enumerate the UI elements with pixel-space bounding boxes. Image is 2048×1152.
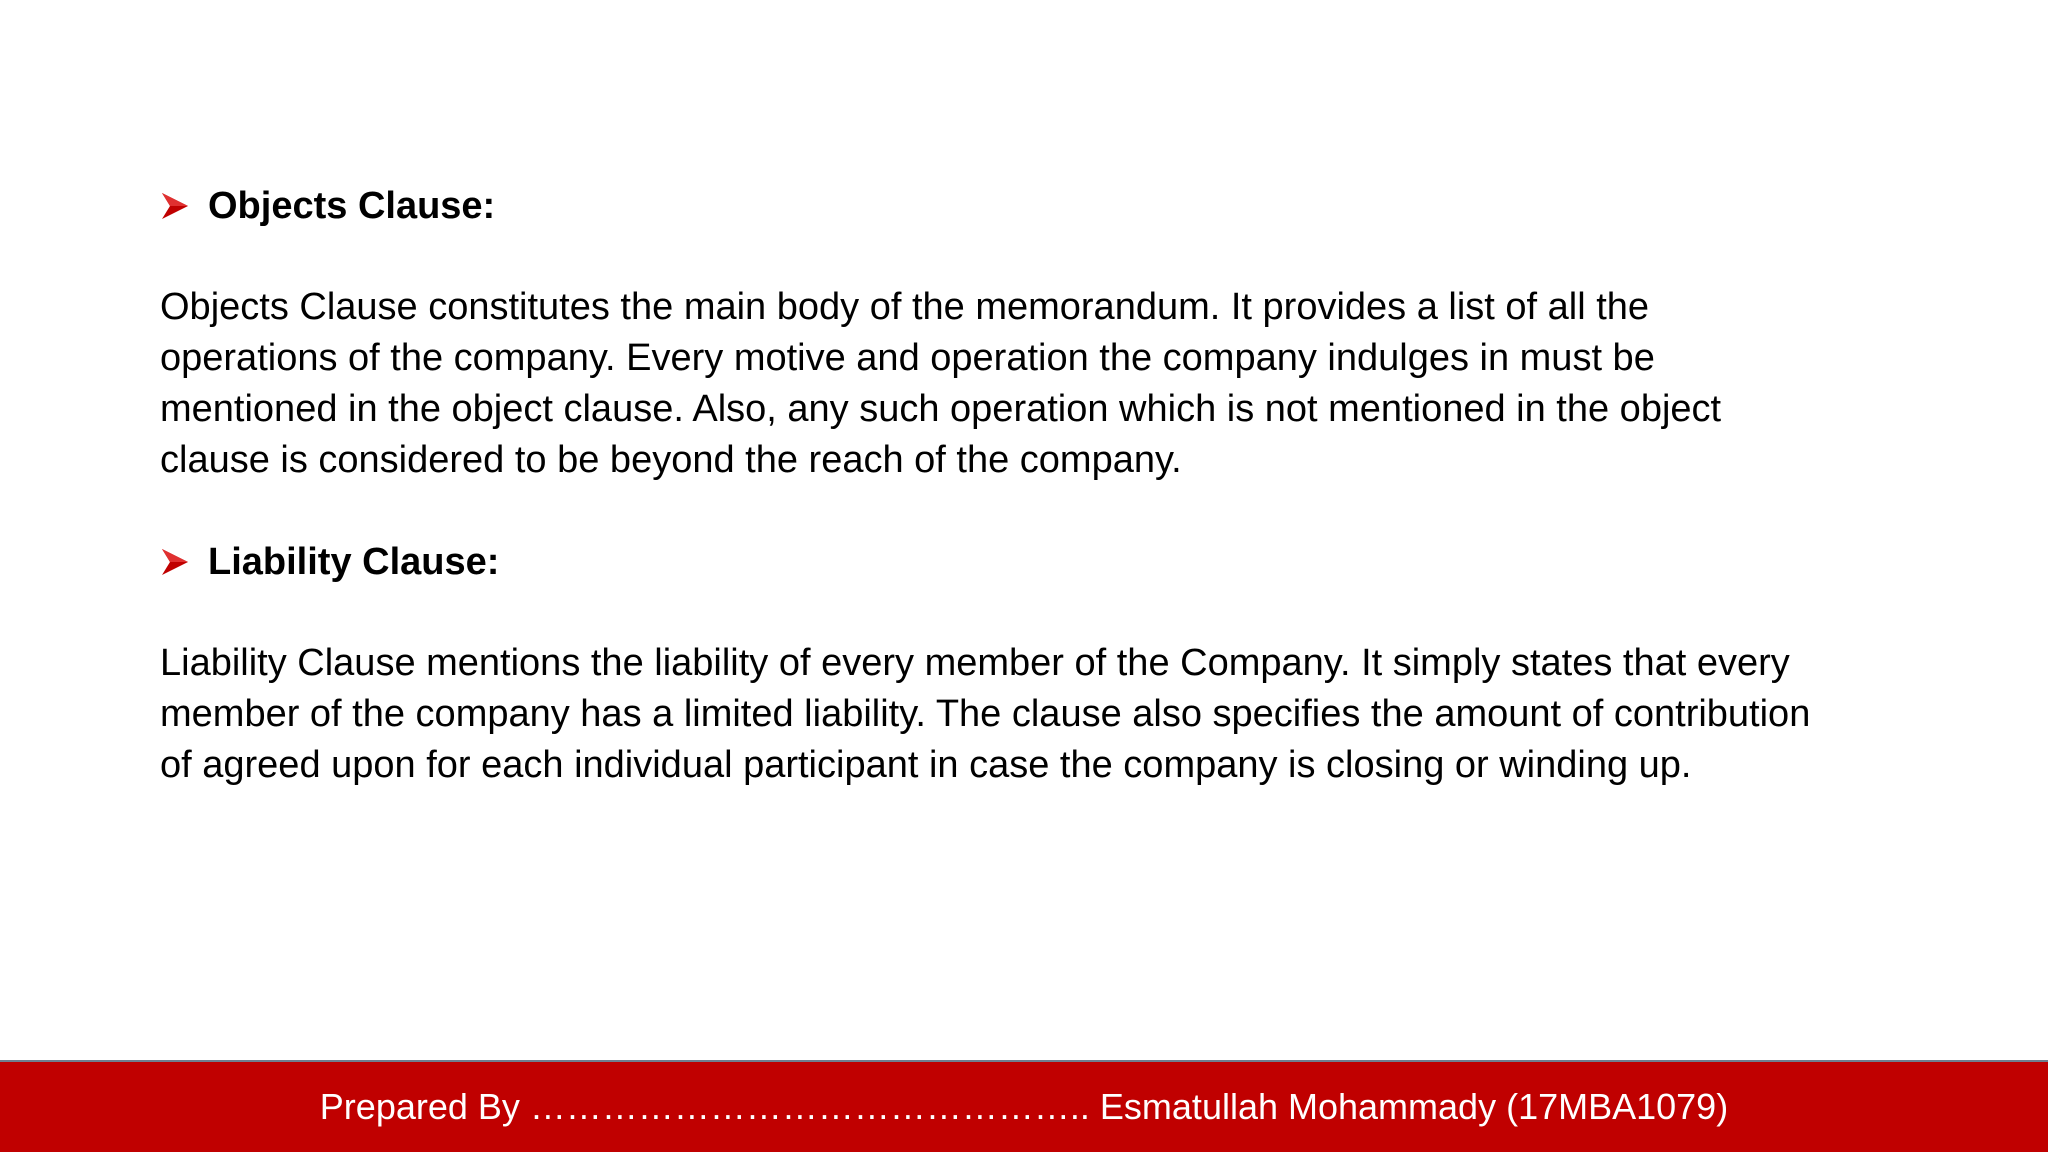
objects-clause-paragraph: Objects Clause constitutes the main body of the memorandum. It provides a list of all the operations of the company. Every motive and operation the company indulges in must be mentioned in the object clause. Also, any such operation which is not mentioned in the object clause is considered to be beyond the reach of the company.: [160, 286, 1722, 481]
footer-bar: [0, 1060, 2048, 1152]
arrowhead-bullet-icon: [160, 547, 190, 577]
slide-content: [160, 176, 1820, 791]
liability-clause-heading-text: Liability Clause:: [208, 541, 500, 583]
footer-text: Prepared By ……………………………………….. Esmatullah Mohammady (17MBA1079): [319, 1086, 1729, 1127]
arrowhead-bullet-icon: [160, 191, 190, 221]
objects-clause-heading-text: Objects Clause:: [208, 185, 496, 227]
objects-clause-heading: [160, 176, 1820, 236]
liability-clause-paragraph: Liability Clause mentions the liability of every member of the Company. It simply states that every member of the company has a limited liability. The clause also specifies the amount of contribution of agreed upon for each individual participant in case the company is closing or winding up.: [160, 642, 1811, 786]
liability-clause-heading: [160, 532, 1820, 592]
